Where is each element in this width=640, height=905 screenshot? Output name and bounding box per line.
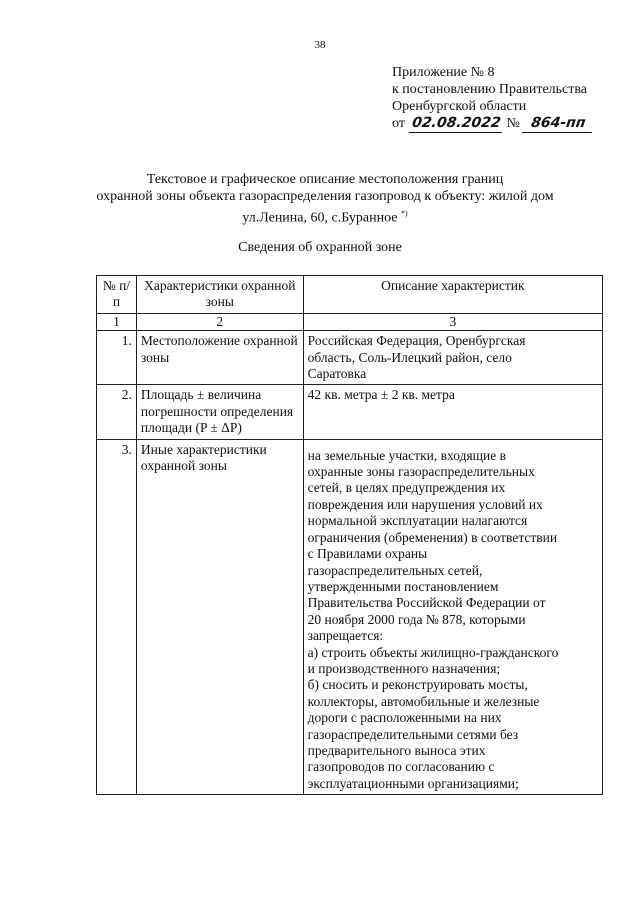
description-line: 42 кв. метра ± 2 кв. метра [307, 387, 455, 403]
page-number: 38 [314, 39, 326, 51]
title-address: ул.Ленина, 60, с.Буранное [242, 210, 398, 226]
footnote-mark: *) [401, 209, 408, 218]
index-cell: 1 [97, 313, 137, 330]
row-number: 3. [97, 439, 137, 795]
row-description [303, 385, 602, 439]
date-prefix: от [392, 116, 405, 131]
description-line: охранные зоны газораспределительных [307, 464, 535, 480]
description-line: утвержденными постановлением [307, 578, 499, 594]
description-line: повреждения или нарушения условий их [307, 496, 543, 512]
description-line: газораспределительных сетей, [307, 562, 483, 578]
description-line: газораспределительными сетями без [307, 726, 519, 742]
header-description: Описание характеристик [303, 276, 602, 314]
row-number: 1. [97, 331, 137, 385]
description-line: Российская Федерация, Оренбургская [307, 333, 526, 349]
description-line: сетей, в целях предупреждения их [307, 480, 506, 496]
header-number: № п/п [97, 276, 137, 314]
description-line: предварительного выноса этих [307, 742, 486, 758]
description-line: на земельные участки, входящие в [307, 447, 507, 463]
table-index-row [97, 313, 603, 330]
handwritten-number: 864-пп [522, 115, 595, 133]
appendix-title: Приложение № 8 [392, 65, 495, 80]
appendix-header [392, 64, 594, 133]
appendix-date-line [392, 115, 594, 133]
row-characteristic: Площадь ± величина погрешности определения площади (P ± ΔP) [136, 385, 303, 439]
appendix-decree-ref: к постановлению Правительства [392, 82, 588, 97]
description-line: область, Соль-Илецкий район, село [307, 349, 512, 365]
row-description [303, 331, 602, 385]
description-line: нормальной эксплуатации налагаются [307, 513, 528, 529]
row-characteristic: Местоположение охранной зоны [136, 331, 303, 385]
appendix-region: Оренбургской области [392, 99, 527, 114]
description-line: а) строить объекты жилищно-гражданского [307, 644, 559, 660]
description-line: с Правилами охраны [307, 546, 428, 562]
handwritten-date: 02.08.2022 [409, 115, 504, 133]
index-cell: 2 [136, 313, 303, 330]
protection-zone-table [96, 275, 603, 795]
table-row [97, 331, 603, 385]
description-line: и производственного назначения; [307, 660, 501, 676]
description-line: б) сносить и реконструировать мосты, [307, 677, 528, 693]
title-line-2: охранной зоны объекта газораспределения газопровод к объекту: жилой дом [96, 189, 554, 204]
title-line-1: Текстовое и графическое описание местоположения границ [146, 172, 504, 187]
table-row [97, 385, 603, 439]
document-title [70, 171, 580, 227]
description-line: коллекторы, автомобильные и железные [307, 693, 540, 709]
row-number: 2. [97, 385, 137, 439]
table-row [97, 439, 603, 795]
description-line: запрещается: [307, 628, 384, 644]
header-characteristic: Характеристики охранной зоны [136, 276, 303, 314]
description-line: Саратовка [307, 366, 367, 382]
description-line: дороги с расположенными на них [307, 710, 502, 726]
section-subtitle: Сведения об охранной зоне [238, 240, 402, 255]
description-line: 20 ноября 2000 года № 878, которыми [307, 611, 526, 627]
description-line: эксплуатационными организациями; [307, 775, 519, 791]
description-line: газопроводов по согласованию с [307, 759, 495, 775]
title-line-3 [70, 205, 580, 227]
description-line: Правительства Российской Федерации от [307, 595, 546, 611]
index-cell: 3 [303, 313, 602, 330]
description-line: ограничения (обременения) в соответствии [307, 529, 558, 545]
number-prefix: № [506, 116, 520, 131]
table-header-row [97, 276, 603, 314]
row-description [303, 439, 602, 795]
row-characteristic: Иные характеристики охранной зоны [136, 439, 303, 795]
